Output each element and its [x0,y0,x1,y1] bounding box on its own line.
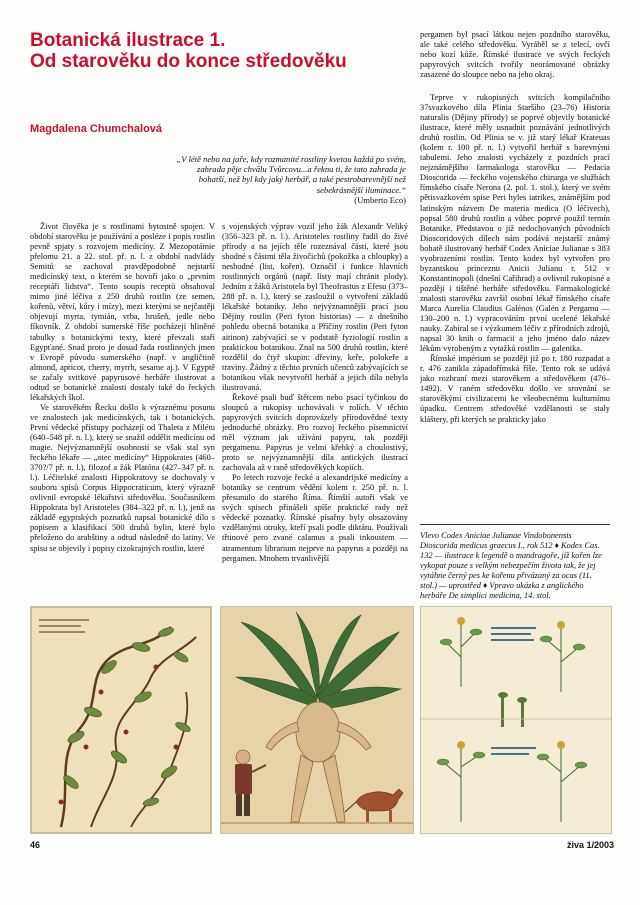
text-column-1 [30,222,215,614]
paragraph: Po letech rozvoje řecké a alexandrijské medicíny a botaniky se centrum vědění kolem r. 250 př. n. l. přesunulo do starého Říma. Římští autoři však ve svých spisech přinášeli spíše praktické rady než vědecké poznatky. Římské písařny byly obsazovány vzdělanými otroky, kteří psali podle diktátu. Používali třtinové pero zvané calamus a psali inkoustem — atramentum librarium nejprve na papyrus a později na pergamen. Mnohem trvanlivější [222,473,408,563]
herbal-page-drawing [421,607,611,833]
figure-caption [420,524,610,601]
title-line-2: Od starověku do konce středověku [30,51,347,72]
title-line-1: Botanická ilustrace 1. [30,30,226,51]
text-column-3 [420,93,610,521]
text-column-2 [222,222,408,614]
paragraph: pergamen byl psací látkou nejen pozdního starověku, ale také celého středověku. Vyráběl se z telecí, ovčí nebo kozí kůže. Římské ilustrace ve svých řeckých papyrových svitcích tvořily neorámované obrázky zasazené do sloupce nebo na jeho okraj. [420,30,610,80]
issue-label: živa 1/2003 [566,840,614,850]
paragraph: Řekové psali buď štětcem nebo psací tyčinkou do sloupců a rukopisy uchovávali v rolích. V těchto papyrových svitcích doprovázely přírodovědné texty jednoduché obrázky. Pro rozvoj řeckého písemnictví měl význam jak užívání papyru, tak později pergamenu. Papyrus je velmi křehký a choulostivý, proto se nejvýznamnější díla antických ilustrací zachovala až v raně středověkých kopiích. [222,392,408,473]
paragraph: Ve starověkém Řecku došlo k výraznému posunu ve znalostech jak medicínských, tak i botanických. První vědecké přístupy pocházejí od Thaleta z Milétu (640–548 př. n. l.), který se snažil oddělit medicínu od magie. Nejvýznamnější osobností se však stal syn řeckého lékaře — „otec medicíny“ Hippokrates (460–370?/7 př. n. l.), filozof a žák Platóna (427–347 př. n. l.). Léčitelské znalosti Hippokratovy se dochovaly v souboru spisů Corpus Hippocraticum, který výrazně ovlivnil evropské lékařství středověku. Současníkem Hippokrata byl Aristoteles (384–322 př. n. l.), jenž na základě egyptských poznatků napsal botanické dílo s popisem a klasifikací 500 druhů bylin, které bylo přeloženo do arabštiny a odtud následně do latiny. Ve spisu se objevily i popisy cizokrajných rostlin, které [30,402,215,553]
paragraph: Římské impérium se později již po r. 180 rozpadat a r. 476 zanikla západořímská říše. Tento rok se udává jako rozhraní mezi starověkem a středověkem (476–1492). V raném středověku došlo ve srovnání se starověkými civilizacemi ke všeobecnému kulturnímu úpadku. Centrem středověké vzdělanosti se staly kláštery, při kterých se prakticky jako [420,354,610,424]
caption-text: Vlevo Codex Aniciae Julianae Vindobonensis Dioscorida medicus graecus I., rok 512 ♦ Kodex Cas. 132 — ilustrace k legendě o mandragoře, jíž kořen lze vykopat pouze s velkým nebezpečím života tak, že jej vytáhne černý pes ke kořenu přivázaný za ocas (11. stol.) — uprostřed ♦ Vpravo ukázka z anglického herbáře De simplici medicina, 14. stol. [420,531,602,600]
climbing-plant-drawing [31,607,211,833]
paragraph: Teprve v rukopisných svitcích kompilačního 37svazkového díla Plinia Staršího (23–76) Historia naturalis (Dějiny přírody) se poprvé objevily botanické ilustrace, které měly usnadnit poznávání jednotlivých druhů rostlin. Od Plinia se v. již starý lékař Krateuas (kolem r. 100 př. n. l.) vytvořil herbář s barevnými tabulemi. Jeho znalosti vycházely z pozdních prací nejznámějšího farmakologa starověku — Pedacia Dioscorida — řeckého vojenského chirurga ve službách římského císaře Nerona (2. pol. 1. stol.), který ve svém pětisvazkovém spise Peri hyles iatrikes, známějším pod latinským názvem De materia medica (O léčivech), popsal 580 druhů rostlin a vůbec poprvé použil termín Botanike. Představou o již nedochovaných původních Dioscoridových dílech nám podává nejstarší známý bohatě ilustrovaný herbář Codex Aniciae Julianae s 383 vyobrazeními rostlin. Tento kodex byl vytvořen pro byzantskou princeznu Anicii Julianu r. 512 v Konstantinopoli (dnešní Cařihrad) a ovlivnil rukopisné a později i tištěné herbáře středověku. Farmakologické znalosti starověku završil osobní lékař římského císaře Marca Aurelia Claudius Galénos (Galén z Pergamu — 130–200 n. l.) vypracováním první ucelené lékařské nauky. Zabíral se i výzkumem léčiv z přírodních zdrojů, napsal 30 knih o farmacii a jeho jméno dalo název lékům vyrobeným z vytažků rostlin — galenika. [420,93,610,354]
epigraph-quote: „V létě nebo na jaře, kdy rozmanité rostliny kvetou každá po svém, zahrada pěje chvālu Tvůrcovu...a řeknu ti, že tato zahrada je bohatší, než byl kdy jaký herbář, a také pestrobarevnější než sebekrásnější iluminace.“ [176,154,406,195]
article-title [30,30,410,72]
illustration-mandrake-legend [220,606,414,834]
illustration-de-simplici-medicina [420,606,612,834]
author-name: Magdalena Chumchalová [30,123,163,135]
text-column-3-top [420,30,610,92]
paragraph: Život člověka je s rostlinami bytostně spojen. V období starověku je používání a posléze i popis rostlin pevně spjaty s rozvojem medicíny. Z Mezopotámie přelomu 21. a 22. stol. př. n. l. z období nadvlády Semitů se zachoval pravděpodobně nejstarší medicínský text, o kterém se hovoří jako o „prvním receptáři lidstva“. Tento soupis receptů obsahoval mimo jiné léčiva z 250 druhů rostlin (ze semen, kořenů, větví, kůry i mízy), mezi kterými se nejčastěji objevují myrta, tymián, vrba, hrušeň, jedle nebo fíkovník. Z období sumerské říše pocházejí hliněné tabulky s botanickými texty, které převzali staří Egypťané. Snad proto je dosud řada rostlinných jmen v Evropě původu sumerského (např. v angličtině almond, apricot, cherry, myrrh, sesame aj.). V Egyptě se začaly svitkové papyrusové herbáře ilustrovat a odtud se botanické znalosti dostaly také do řeckých lékařských škol. [30,222,215,402]
paragraph: s vojenských výprav vozil jeho žák Alexandr Veliký (356–323 př. n. l.). Aristoteles rostliny řadil do živé přírody a na jejích těle rozeznával části, které jsou shodné s částmi těla živočichů (pokožka a chloupky) a neshodné (list, kořen). Označil i funkce hlavních rostlinných orgánů (např. listy mají chránit plody). Jedním z žáků Aristotela byl Theofrastus z Efesu (373–288 př. n. l.), který se zasloužil o vytvoření základů lékařské botaniky. Jeho nejvýznamnější prací jsou Dějiny rostlin (Peri fyton historias) — z dnešního pohledu obecná botanika a Příčiny rostlin (Peri fyton aitinon) zabývající se v podstatě fyziologií rostlin a praktickou botanikou. Znal na 500 druhů rostlin, které rozdělil do čtyř skupin: dřeviny, keře, polokeře a traviny. Žádný z těchto prvních učenců zabývajících se botanikou však nevytvořil herbář a jejich díla nebyla ilustrovaná. [222,222,408,392]
mandrake-drawing [221,607,413,833]
illustration-codex-aniciae [30,606,212,834]
caption-rule [420,524,610,525]
epigraph [170,154,406,214]
epigraph-source: (Umberto Eco) [354,194,406,205]
page-number: 46 [30,840,41,850]
